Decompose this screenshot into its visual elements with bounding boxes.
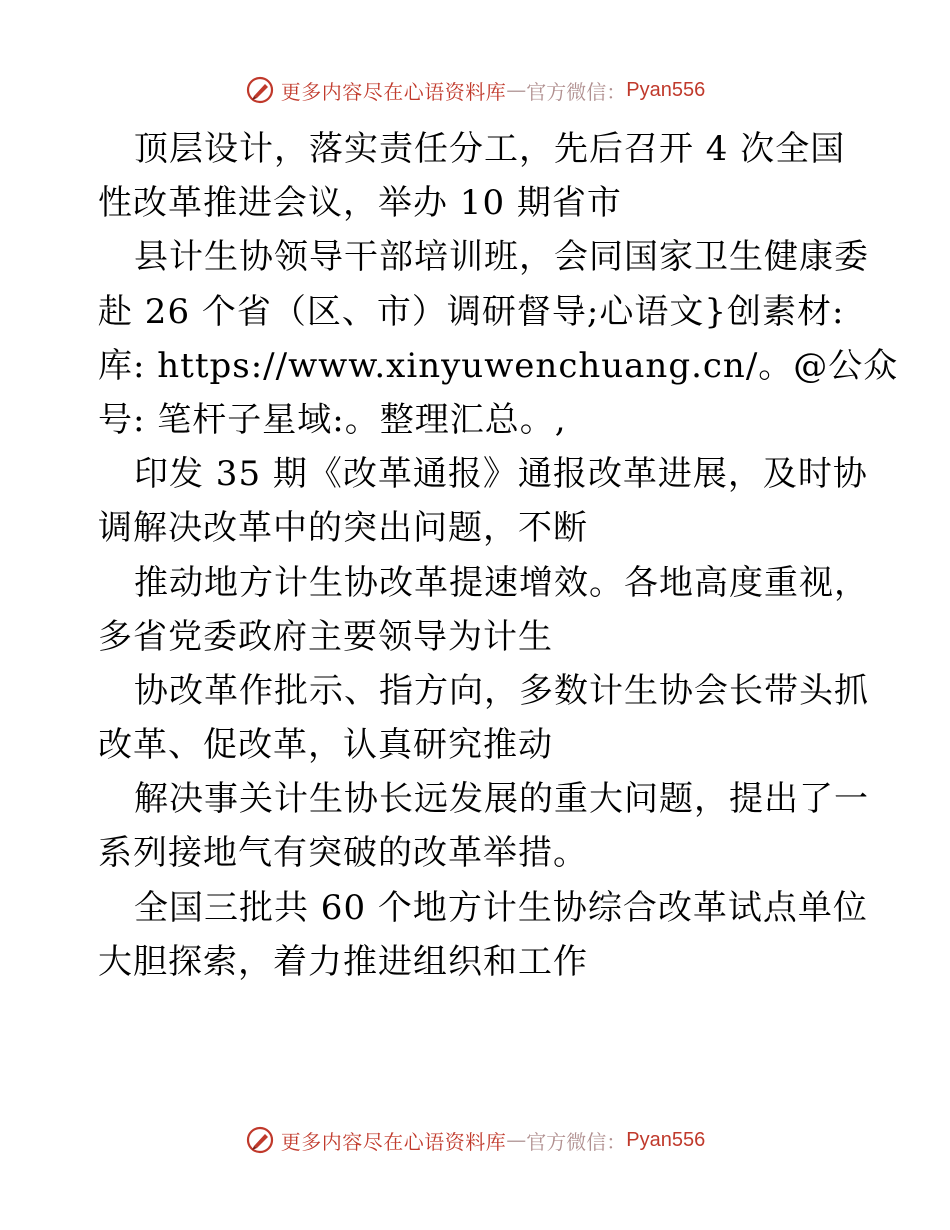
watermark-text: 更多内容尽在心语资料库 [280,1129,507,1154]
text-line: 推动地方计生协改革提速增效。各地高度重视， [134,562,869,603]
watermark-dash: — [506,78,527,102]
text-line: 顶层设计，落实责任分工，先后召开 4 次全国 [134,129,846,169]
text-line: 库: https://www.xinyuwenchuang.cn/。@公众 [98,345,899,386]
pen-logo-icon [245,1125,275,1155]
text-line: 赴 26 个省（区、市）调研督导;心语文}创素材: [98,291,845,332]
watermark-dash: — [506,1128,527,1152]
text-line: 全国三批共 60 个地方计生协综合改革试点单位 [134,887,868,928]
text-line: 印发 35 期《改革通报》通报改革进展，及时协 [134,454,868,495]
footer-watermark [0,1120,950,1160]
text-line: 多省党委政府主要领导为计生 [98,616,553,657]
text-line: 系列接地气有突破的改革举措。 [98,833,588,874]
watermark-wechat-id: Pyan556 [626,1128,706,1151]
header-watermark [0,70,950,110]
document-body [98,122,899,989]
watermark-wechat-label: 官方微信： [526,79,627,104]
text-line: 协改革作批示、指方向，多数计生协会长带头抓 [134,670,869,711]
text-line: 调解决改革中的突出问题，不断 [98,508,588,549]
text-line: 县计生协领导干部培训班，会同国家卫生健康委 [134,237,869,278]
watermark-text: 更多内容尽在心语资料库 [280,79,507,104]
text-line: 改革、促改革，认真研究推动 [98,725,553,766]
text-line: 大胆探索，着力推进组织和工作 [98,941,588,982]
text-line: 号: 笔杆子星域:。整理汇总。, [98,399,567,440]
watermark-wechat-label: 官方微信： [526,1129,627,1154]
pen-logo-icon [245,75,275,105]
text-line: 性改革推进会议，举办 10 期省市 [98,183,622,224]
text-line: 解决事关计生协长远发展的重大问题，提出了一 [134,779,869,820]
watermark-wechat-id: Pyan556 [626,78,706,101]
